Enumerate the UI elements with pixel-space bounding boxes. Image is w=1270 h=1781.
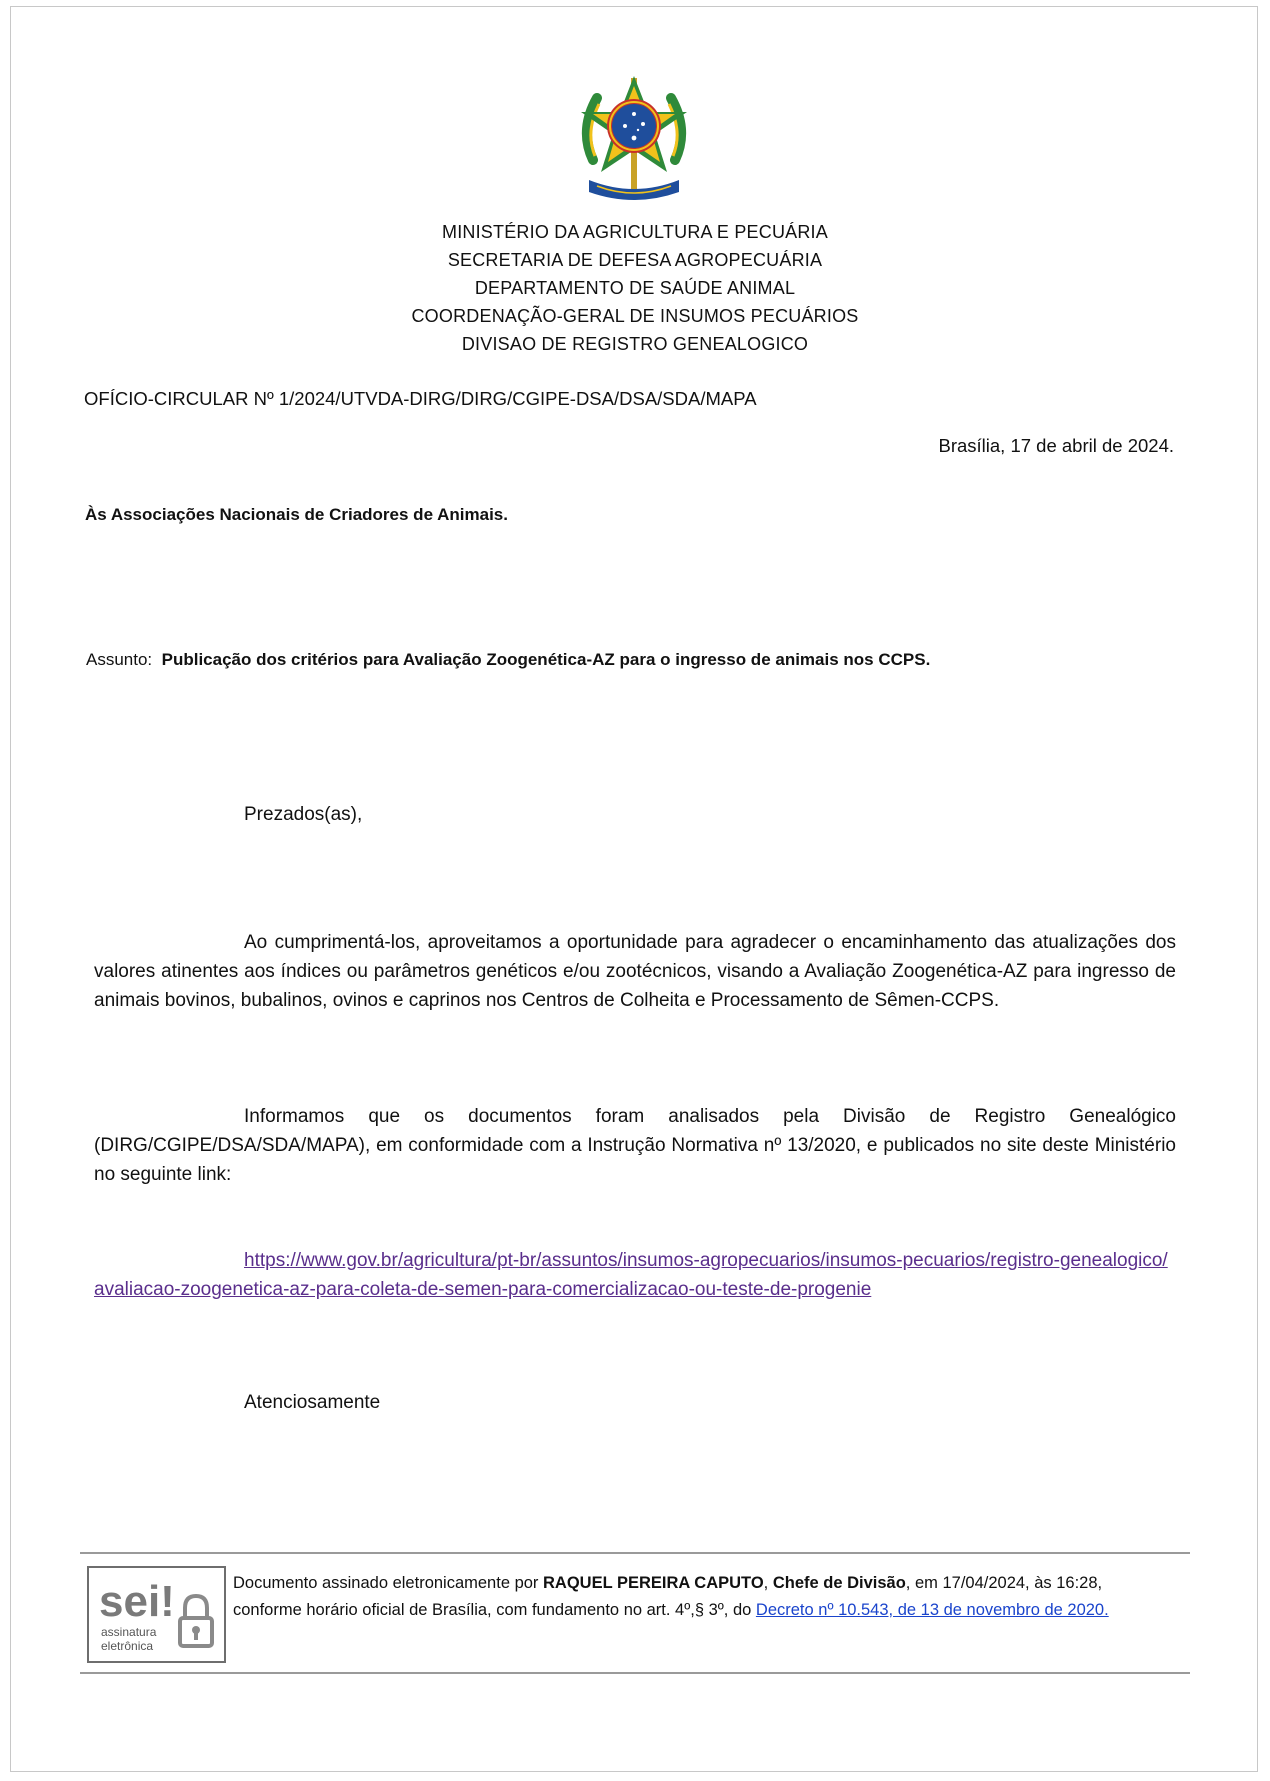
ministry-header <box>0 218 1270 358</box>
header-line-department: DEPARTAMENTO DE SAÚDE ANIMAL <box>474 278 796 298</box>
signer-role: Chefe de Divisão <box>772 1574 906 1592</box>
document-date: Brasília, 17 de abril de 2024. <box>938 435 1174 456</box>
subject-text: Publicação dos critérios para Avaliação Zoogenética-AZ para o ingresso de animais nos CCPS. <box>161 650 931 669</box>
signer-name: RAQUEL PEREIRA CAPUTO <box>543 1574 764 1592</box>
publication-link[interactable]: https://www.gov.br/agricultura/pt-br/assuntos/insumos-agropecuarios/insumos-pecuarios/registro-genealogico/avaliacao-zoogenetica-az-para-coleta-de-semen-para-comercializacao-ou-teste-de-progenie <box>94 1250 1168 1300</box>
body-paragraph-2: Informamos que os documentos foram analisados pela Divisão de Registro Genealógico (DIRG/CGIPE/DSA/SDA/MAPA), em conformidade com a Instrução Normativa nº 13/2020, e publicados no site deste Ministério no seguinte link: <box>94 1106 1176 1185</box>
signature-divider-bottom <box>80 1672 1190 1674</box>
signature-divider-top <box>80 1552 1190 1554</box>
header-line-coordination: COORDENAÇÃO-GERAL DE INSUMOS PECUÁRIOS <box>411 306 859 326</box>
addressee: Às Associações Nacionais de Criadores de Animais. <box>85 505 508 524</box>
subject-line <box>86 650 930 670</box>
body-paragraph-1: Ao cumprimentá-los, aproveitamos a oportunidade para agradecer o encaminhamento das atualizações dos valores atinentes aos índices ou parâmetros genéticos e/ou zootécnicos, visando a Avaliação Zoogenética-AZ para ingresso de animais bovinos, bubalinos, ovinos e caprinos nos Centros de Colheita e Processamento de Sêmen-CCPS. <box>94 932 1176 1011</box>
greeting: Prezados(as), <box>244 804 363 825</box>
closing: Atenciosamente <box>244 1392 381 1413</box>
subject-label: Assunto: <box>86 650 153 669</box>
sei-logo-text: sei! <box>99 1577 175 1626</box>
sei-signature-seal <box>87 1566 226 1663</box>
signature-intro: Documento assinado eletronicamente por <box>233 1574 544 1592</box>
brazil-coat-of-arms-icon <box>575 70 693 208</box>
link-paragraph <box>94 1246 1176 1304</box>
oficio-number: OFÍCIO-CIRCULAR Nº 1/2024/UTVDA-DIRG/DIRG/CGIPE-DSA/DSA/SDA/MAPA <box>84 388 757 409</box>
header-line-division: DIVISAO DE REGISTRO GENEALOGICO <box>461 334 809 354</box>
header-line-ministry: MINISTÉRIO DA AGRICULTURA E PECUÁRIA <box>442 222 828 242</box>
seal-caption-1: assinatura <box>101 1625 157 1639</box>
padlock-icon <box>180 1596 212 1646</box>
header-line-secretariat: SECRETARIA DE DEFESA AGROPECUÁRIA <box>447 250 823 270</box>
signature-separator: , <box>763 1574 773 1592</box>
signature-details: , em 17/04/2024, às 16:28, conforme horário oficial de Brasília, com fundamento no art. 4º,§ 3º, do <box>233 1574 1103 1619</box>
electronic-signature-text <box>233 1570 1173 1624</box>
decree-link[interactable]: Decreto nº 10.543, de 13 de novembro de 2020. <box>755 1601 1109 1619</box>
seal-caption-2: eletrônica <box>101 1639 154 1653</box>
